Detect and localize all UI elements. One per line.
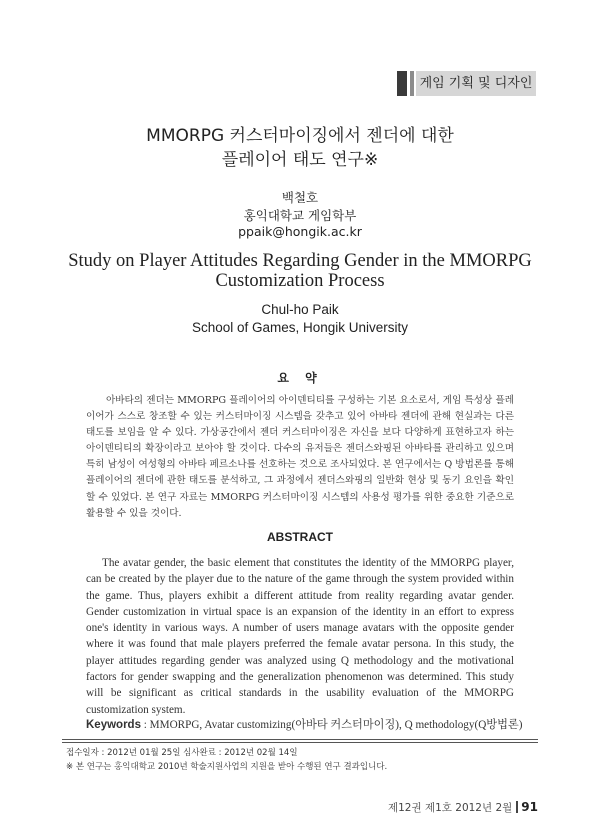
author-name-en: Chul-ho Paik xyxy=(261,302,339,317)
abstract-ko-heading: 요 약 xyxy=(277,371,323,385)
page-footer xyxy=(388,800,538,815)
title-ko-line2: 플레이어 태도 연구※ xyxy=(221,150,379,170)
received-dates: 접수일자 : 2012년 01월 25일 심사완료 : 2012년 02월 14일 xyxy=(66,748,298,758)
category-label: 게임 기획 및 디자인 xyxy=(416,71,536,96)
title-ko-line1: MMORPG 커스터마이징에서 젠더에 대한 xyxy=(146,126,454,146)
funding-note: ※ 본 연구는 홍익대학교 2010년 학술지원사업의 지원을 받아 수행된 연구 결과입니다. xyxy=(66,762,388,772)
author-affiliation-en: School of Games, Hongik University xyxy=(191,320,409,335)
author-affiliation-ko: 홍익대학교 게임학부 xyxy=(243,208,357,223)
category-marker-dark xyxy=(397,71,407,96)
journal-issue: 제12권 제1호 2012년 2월 xyxy=(387,802,513,814)
page-number: 91 xyxy=(521,800,538,814)
category-marker-light xyxy=(410,71,414,96)
abstract-ko-body: 아바타의 젠더는 MMORPG 플레이어의 아이덴티티를 구성하는 기본 요소로서, 게임 특성상 플레이어가 스스로 창조할 수 있는 커스터마이징 시스템을 갖추고 있어 아바타 젠더에 관해 현실과는 다른 태도를 보임을 알 수 있다. 가상공간에서 젠더 커스터마이징은 자신을 보다 다양하게 표현하고자 하는 아이덴티티의 확장이라고 보아야 할 것이다. 다수의 유저들은 젠더스와핑된 아바타를 관리하고 있으며 특히 남성이 여성형의 아바타 페르소나를 선호하는 것으로 조사되었다. 본 연구에서는 Q 방법론를 통해 플레이어의 젠더에 관한 태도를 분석하고, 그 과정에서 젠더스와핑의 일반화 현상 및 동기 요인을 확인할 수 있었다. 본 연구 자료는 MMORPG 커스터마이징 시스템의 사용성 평가를 위한 중요한 기준으로 활용할 수 있을 것이다. xyxy=(86,395,514,519)
footer-separator xyxy=(516,801,518,813)
title-en-line2: Customization Process xyxy=(215,271,385,291)
notes-divider xyxy=(62,739,538,743)
abstract-en-body: The avatar gender, the basic element that constitutes the identity of the MMORPG player, can be created by the player due to the nature of the game through the system provided within the game. Thus, players exhibit a different attitude from reality regarding avatar gender. Gender customization in virtual space is an expansion of the identity in an effort to express one's identity in various ways. A number of users manage avatars with the opposite gender where it was found that male players preferred the female avatar persona. In this study, the player attitudes regarding gender was analyzed using Q methodology and the motivational factors for gender swapping and the generalization phenomenon was determined. This study will be significant as critical standards in the usability evaluation of the MMORPG customization system. xyxy=(86,557,514,716)
author-email: ppaik@hongik.ac.kr xyxy=(238,224,362,239)
author-name-ko: 백철호 xyxy=(281,190,319,205)
keywords-line xyxy=(86,716,522,732)
abstract-en-heading: ABSTRACT xyxy=(267,530,333,544)
keywords-label: Keywords xyxy=(86,719,141,731)
title-en-line1: Study on Player Attitudes Regarding Gender in the MMORPG xyxy=(68,251,532,271)
keywords-text: : MMORPG, Avatar customizing(아바타 커스터마이징), Q methodology(Q방법론) xyxy=(143,719,523,731)
